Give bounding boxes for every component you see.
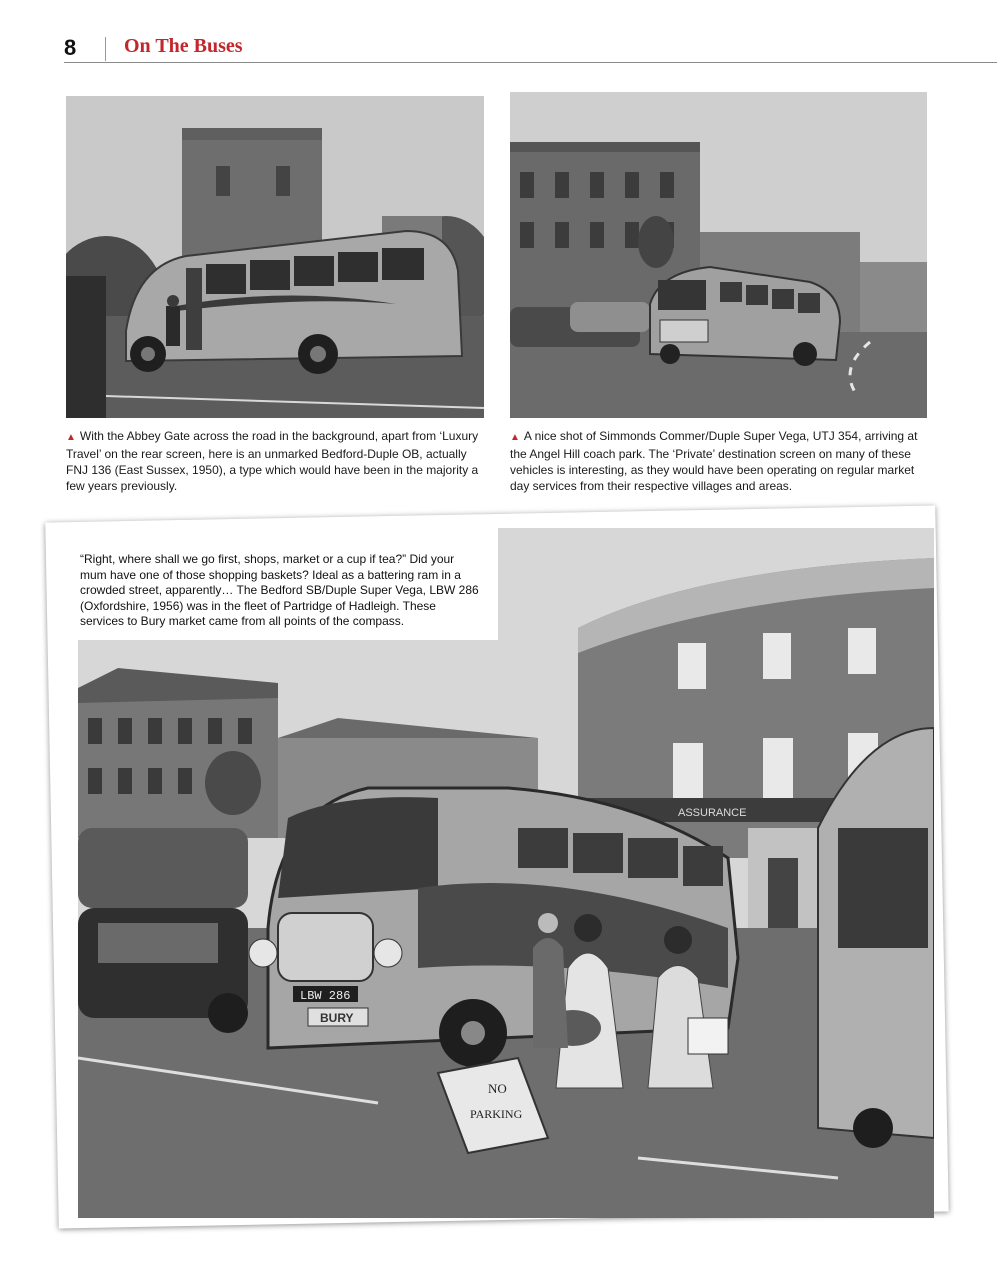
caption-top-right bbox=[510, 428, 927, 494]
licence-plate-text: LBW 286 bbox=[300, 989, 351, 1003]
page-number: 8 bbox=[64, 35, 77, 60]
sign-parking-text: PARKING bbox=[470, 1107, 523, 1121]
super-vega-coach-photo-icon bbox=[510, 92, 927, 418]
page-header bbox=[0, 0, 997, 64]
caption-arrow-icon: ▲ bbox=[510, 432, 520, 443]
sign-no-text: NO bbox=[488, 1081, 507, 1096]
section-title: On The Buses bbox=[124, 35, 243, 57]
caption-main: “Right, where shall we go first, shops, market or a cup if tea?” Did your mum have one of those shopping baskets? Ideal as a battering ram in a crowded street, apparently… The Bedford SB/Duple Super Vega, LBW 286 (Oxfordshire, 1956) was in the fleet of Partridge of Hadleigh. These services to Bury market came from all points of the compass. bbox=[80, 552, 479, 629]
caption-text: With the Abbey Gate across the road in the background, apart from ‘Luxury Travel’ on the rear screen, here is an unmarked Bedford-Duple OB, actually FNJ 136 (East Sussex, 1950), a type which would have been in the majority a few years previously. bbox=[66, 429, 479, 493]
bedford-coach-photo-icon bbox=[66, 96, 484, 418]
header-divider bbox=[105, 37, 106, 61]
caption-top-left bbox=[66, 428, 484, 494]
caption-arrow-icon: ▲ bbox=[66, 432, 76, 443]
destination-text: BURY bbox=[320, 1011, 354, 1025]
photo-bedford-duple-ob bbox=[66, 96, 484, 418]
caption-text: A nice shot of Simmonds Commer/Duple Super Vega, UTJ 354, arriving at the Angel Hill coach park. The ‘Private’ destination screen on many of these vehicles is interesting, as they would have been operating on regular market day services from their respective villages and areas. bbox=[510, 429, 918, 493]
photo-commer-duple-super-vega bbox=[510, 92, 927, 418]
header-rule bbox=[64, 62, 997, 63]
building-sign-text: ASSURANCE bbox=[678, 807, 747, 819]
